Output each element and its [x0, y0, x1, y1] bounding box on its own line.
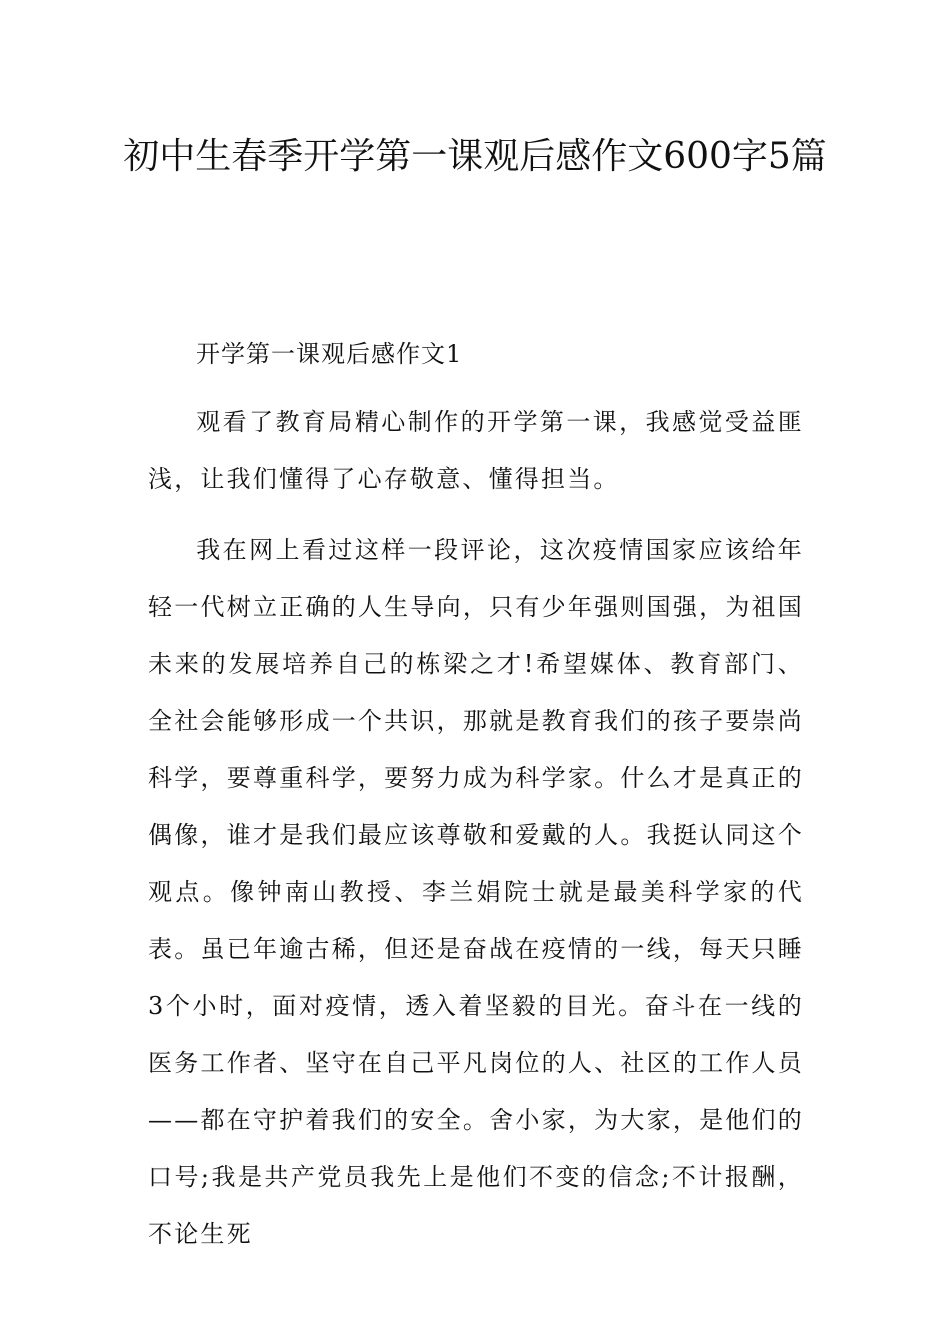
paragraph-2-text: 我在网上看过这样一段评论，这次疫情国家应该给年轻一代树立正确的人生导向，只有少年强则国强，为祖国未来的发展培养自己的栋梁之才!希望媒体、教育部门、全社会能够形成一个共识，那就是教育我们的孩子要崇尚科学，要尊重科学，要努力成为科学家。什么才是真正的偶像，谁才是我们最应该尊敬和爱戴的人。我挺认同这个观点。像钟南山教授、李兰娟院士就是最美科学家的代表。虽已年逾古稀，但还是奋战在疫情的一线，每天只睡3个小时，面对疫情，透入着坚毅的目光。奋斗在一线的医务工作者、坚守在自己平凡岗位的人、社区的工作人员——都在守护着我们的安全。舍小家，为大家，是他们的口号;我是共产党员我先上是他们不变的信念;不计报酬，不论生死 [148, 536, 804, 1248]
paragraph-1-text: 观看了教育局精心制作的开学第一课，我感觉受益匪浅，让我们懂得了心存敬意、懂得担当。 [148, 408, 804, 493]
paragraph-2 [148, 522, 804, 1263]
section-heading: 开学第一课观后感作文1 [196, 340, 463, 368]
paragraph-1 [148, 394, 804, 508]
document-title: 初中生春季开学第一课观后感作文600字5篇 [123, 136, 827, 177]
